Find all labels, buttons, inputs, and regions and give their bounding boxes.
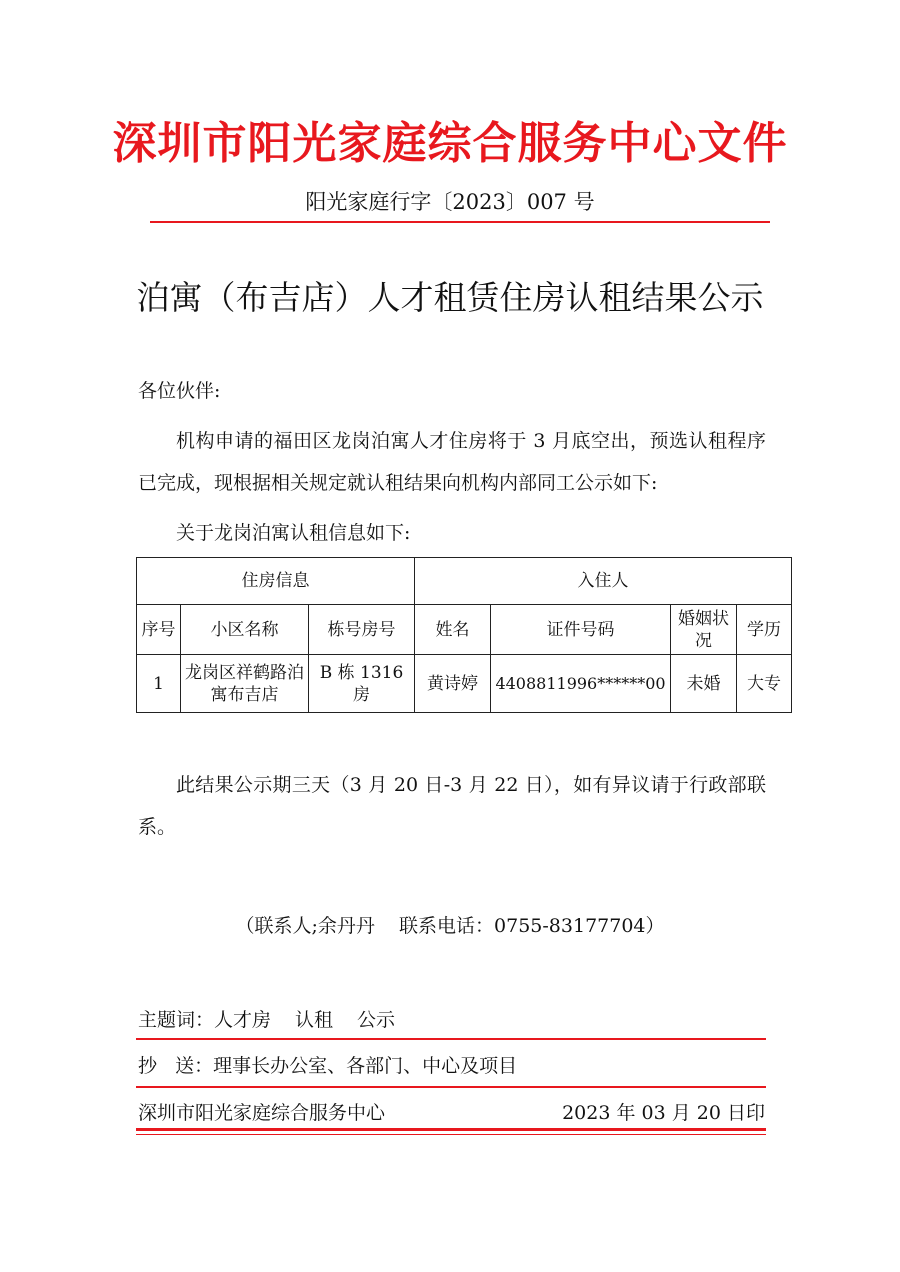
table-group-header-row — [137, 558, 792, 605]
header-name: 姓名 — [415, 605, 491, 655]
greeting: 各位伙伴: — [138, 380, 221, 402]
intro-paragraph: 机构申请的福田区龙岗泊寓人才住房将于 3 月底空出，预选认租程序已完成，现根据相关规定就认租结果向机构内部同工公示如下: — [138, 430, 766, 494]
header-unit: 栋号房号 — [309, 605, 415, 655]
cc-row — [138, 1050, 765, 1082]
footer-thick-rule — [136, 1128, 766, 1131]
cc-value: 理事长办公室、各部门、中心及项目 — [213, 1055, 518, 1077]
issuer-name: 深圳市阳光家庭综合服务中心 — [138, 1102, 386, 1124]
rental-result-table — [136, 557, 792, 713]
cell-name: 黄诗婷 — [415, 655, 491, 713]
footer-rule — [136, 1038, 766, 1040]
masthead-red-rule — [150, 221, 770, 223]
header-community: 小区名称 — [181, 605, 309, 655]
table-intro: 关于龙岗泊寓认租信息如下: — [176, 522, 411, 544]
cell-community: 龙岗区祥鹤路泊寓布吉店 — [181, 655, 309, 713]
table-header-row — [137, 605, 792, 655]
table-row — [137, 655, 792, 713]
footer-thin-rule — [136, 1134, 766, 1135]
header-seq: 序号 — [137, 605, 181, 655]
keywords-row — [138, 1004, 765, 1036]
keyword-2: 认租 — [295, 1009, 334, 1031]
footer-rule — [136, 1086, 766, 1088]
header-id-number: 证件号码 — [491, 605, 671, 655]
group-housing-info: 住房信息 — [137, 558, 415, 605]
header-education: 学历 — [737, 605, 792, 655]
cell-seq: 1 — [137, 655, 181, 713]
print-date: 2023 年 03 月 20 日印 — [562, 1102, 765, 1124]
document-number: 阳光家庭行字〔2023〕007 号 — [305, 190, 595, 214]
notice-title: 泊寓（布吉店）人才租赁住房认租结果公示 — [136, 278, 764, 317]
header-marital-status: 婚姻状况 — [671, 605, 737, 655]
cell-education: 大专 — [737, 655, 792, 713]
contact-line: （联系人;余丹丹 联系电话：0755-83177704） — [235, 915, 665, 937]
cell-id-number: 4408811996******00 — [491, 655, 671, 713]
group-tenant: 入住人 — [415, 558, 792, 605]
keywords-label: 主题词： — [138, 1009, 215, 1031]
keyword-3: 公示 — [357, 1009, 396, 1031]
masthead-title: 深圳市阳光家庭综合服务中心文件 — [112, 118, 788, 169]
cell-marital-status: 未婚 — [671, 655, 737, 713]
issuer-row — [138, 1097, 765, 1129]
notice-paragraph: 此结果公示期三天（3 月 20 日-3 月 22 日），如有异议请于行政部联系。 — [138, 774, 766, 838]
keyword-1: 人才房 — [214, 1009, 272, 1031]
cell-unit: B 栋 1316 房 — [309, 655, 415, 713]
cc-label: 抄 送： — [138, 1055, 214, 1077]
